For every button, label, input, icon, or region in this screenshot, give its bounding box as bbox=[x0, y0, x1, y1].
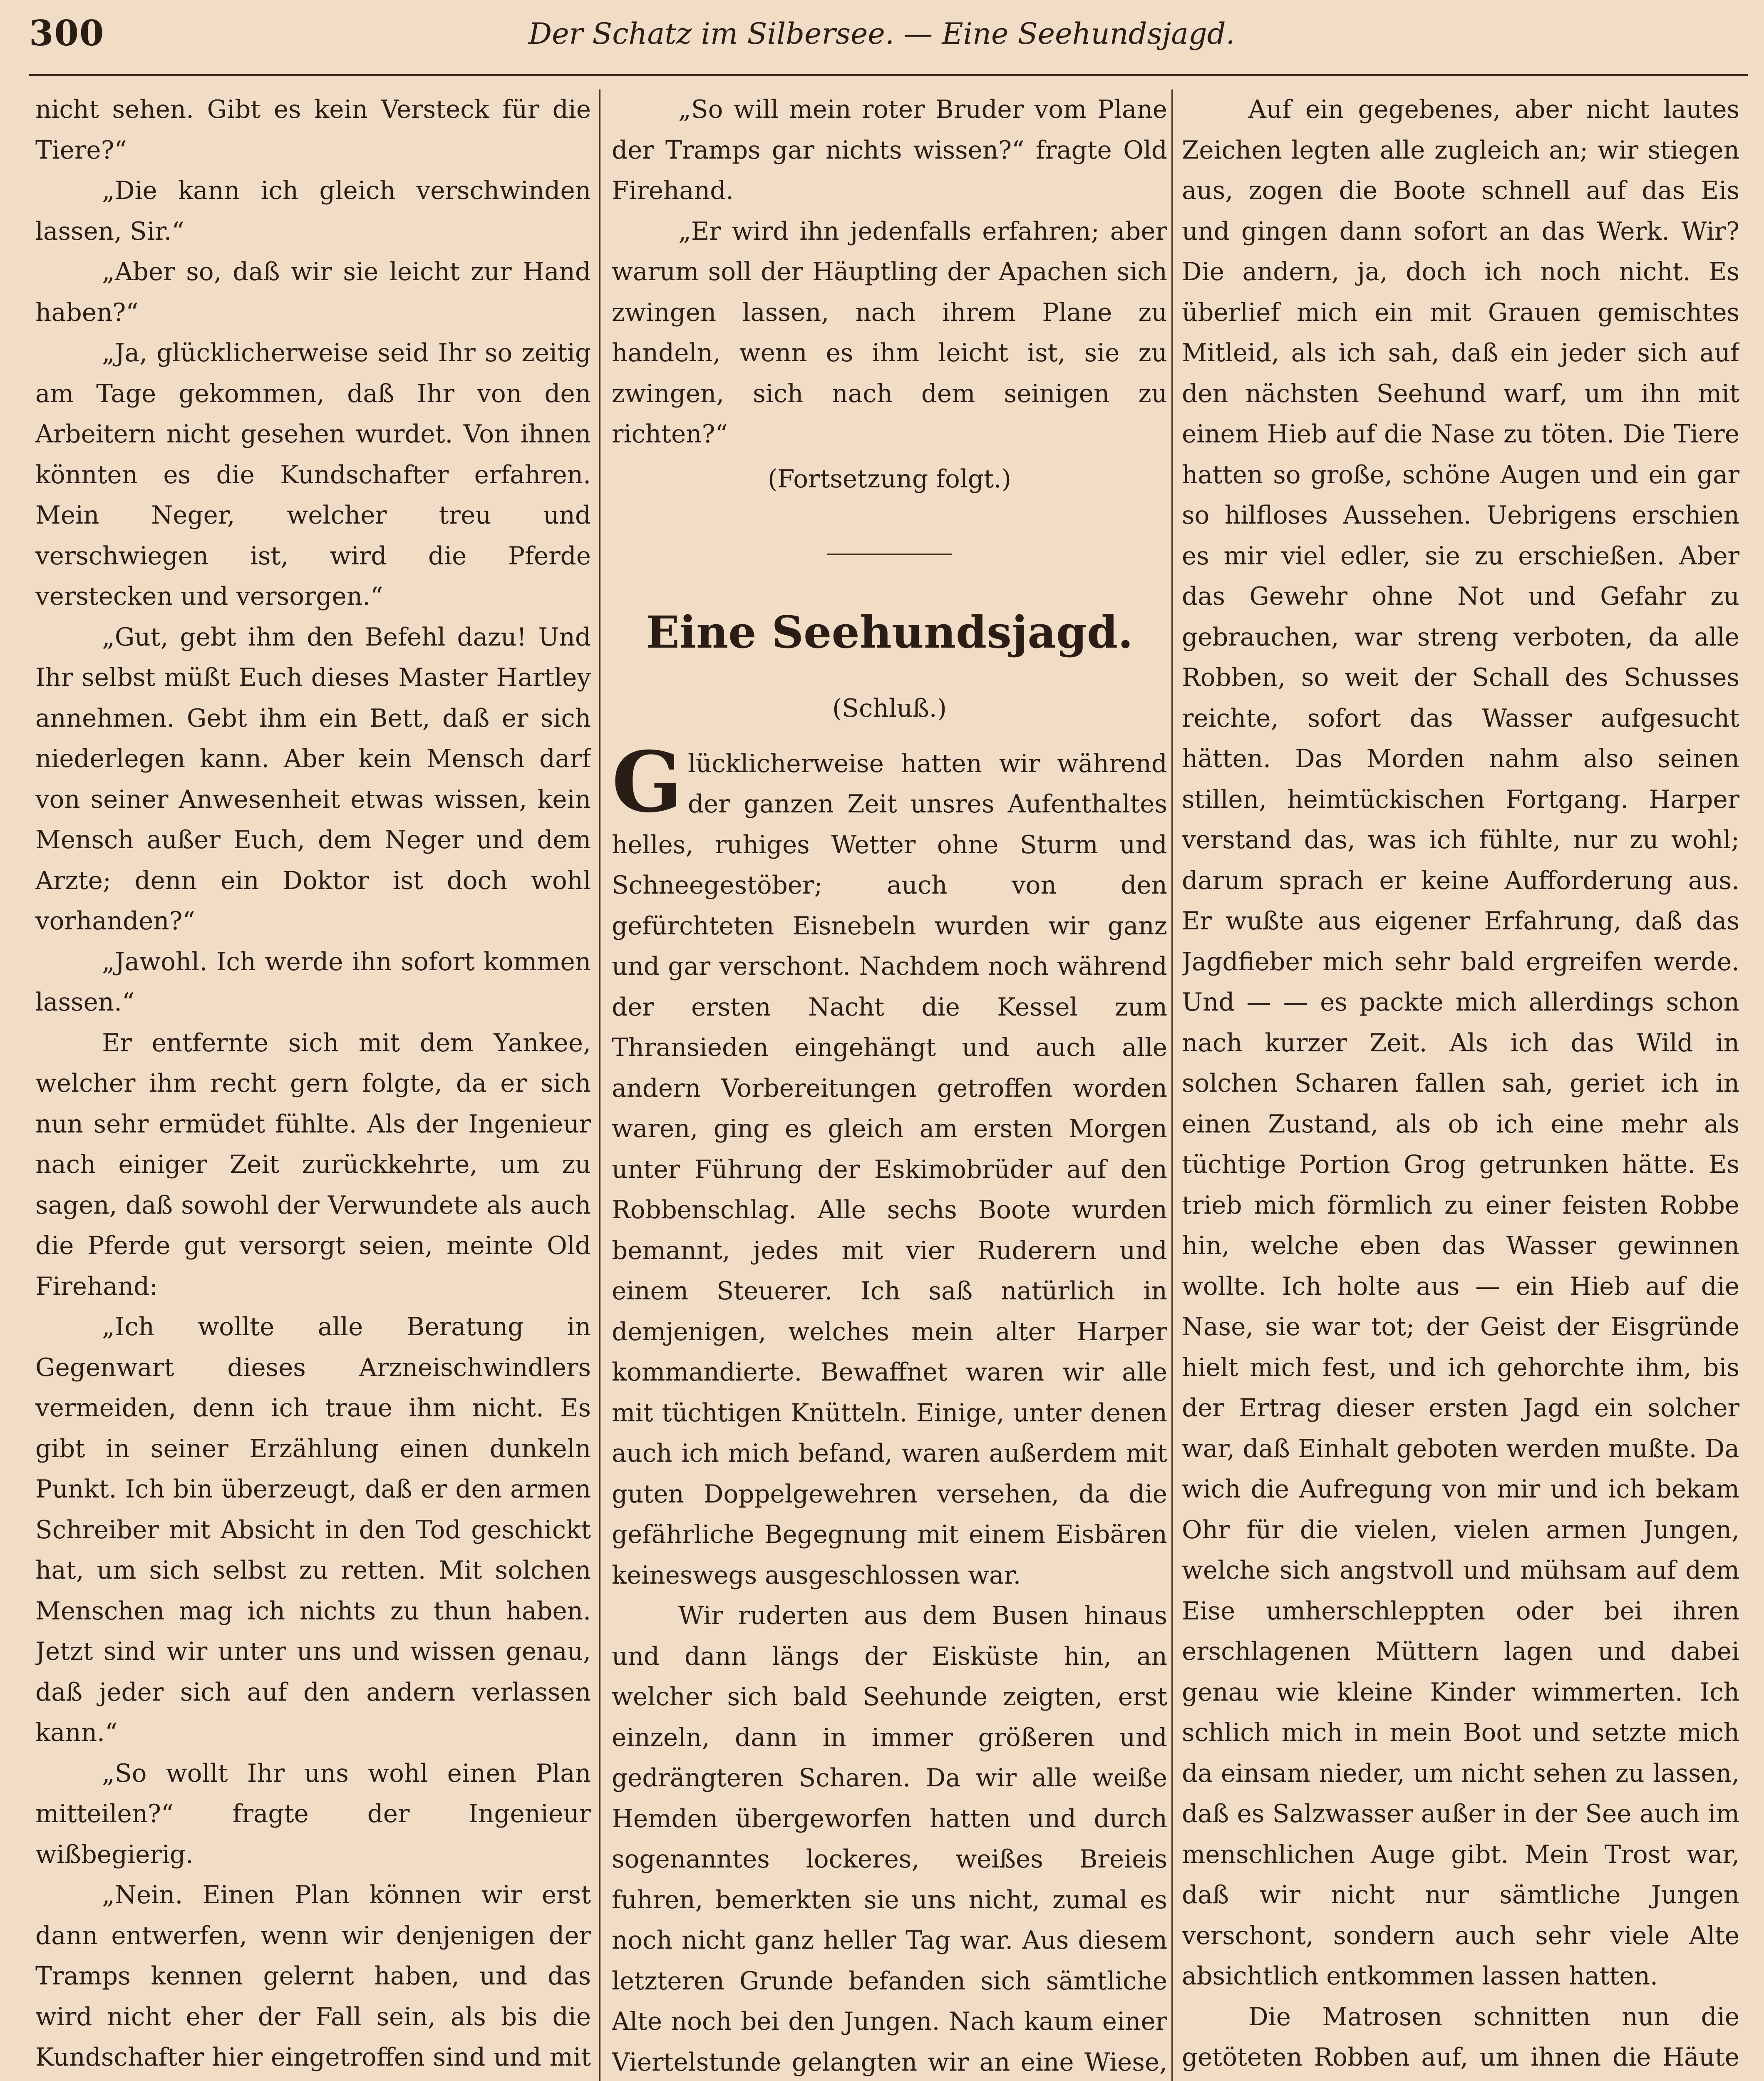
column-divider bbox=[599, 89, 600, 2081]
paragraph: „Aber so, daß wir sie leicht zur Hand haben?“ bbox=[35, 258, 591, 327]
paragraph: „So will mein roter Bruder vom Plane der Tramps gar nichts wissen?“ fragte Old Firehand. bbox=[612, 95, 1167, 205]
page-header bbox=[29, 8, 1748, 62]
running-title: Der Schatz im Silbersee. — Eine Seehundsjagd. bbox=[528, 17, 1235, 51]
column-2 bbox=[612, 89, 1167, 2081]
page-number: 300 bbox=[29, 12, 105, 54]
column-1 bbox=[35, 89, 591, 2081]
paragraph: „Die kann ich gleich verschwinden lassen, Sir.“ bbox=[35, 176, 591, 246]
article-title: Eine Seehundsjagd. bbox=[645, 606, 1134, 658]
paragraph: Er entfernte sich mit dem Yankee, welcher ihm recht gern folgte, da er sich nun sehr ermüdet fühlte. Als der Ingenieur nach einiger Zeit zurückkehrte, um zu sagen, daß sowohl der Verwundete als auch die Pferde gut versorgt seien, meinte Old Firehand: bbox=[35, 1028, 591, 1301]
column-divider bbox=[1171, 89, 1173, 2081]
drop-cap: G bbox=[612, 733, 683, 831]
paragraph: „Nein. Einen Plan können wir erst dann entwerfen, wenn wir denjenigen der Tramps kennen gelernt haben, und das wird nicht eher der Fall sein, als bis die Kundschafter hier eingetroffen sind und mit bbox=[35, 1881, 591, 2072]
paragraph: Auf ein gegebenes, aber nicht lautes Zeichen legten alle zugleich an; wir stiegen aus, zogen die Boote schnell auf das Eis und gingen dann sofort an das Werk. Wir? Die andern, ja, doch ich noch nicht. Es überlief mich ein mit Grauen gemischtes Mitleid, als ich sah, daß ein jeder sich auf den nächsten Seehund warf, um ihn mit einem Hieb auf die Nase zu töten. Die Tiere hatten so große, schöne Augen und ein gar so hilfloses Aussehen. Uebrigens erschien es mir viel edler, sie zu erschießen. Aber das Gewehr ohne Not und Gefahr zu gebrauchen, war streng verboten, da alle Robben, so weit der Schall des Schusses reichte, sofort das Wasser aufgesucht hätten. Das Morden nahm also seinen stillen, heimtückischen Fortgang. Harper verstand das, was ich fühlte, nur zu wohl; darum sprach er keine Aufforderung aus. Er wußte aus eigener Erfahrung, daß das Jagdfieber mich sehr bald ergreifen werde. Und — — es packte mich allerdings schon nach kurzer Zeit. Als ich das Wild in solchen Scharen fallen sah, geriet ich in einen Zustand, als ob ich eine mehr als tüchtige Portion Grog getrunken hätte. Es trieb mich förmlich zu einer feisten Robbe hin, welche eben das Wasser gewinnen wollte. Ich holte aus — ein Hieb auf die Nase, sie war tot; der Geist der Eisgründe hielt mich fest, und ich gehorchte ihm, bis der Ertrag dieser ersten Jagd ein solcher war, daß Einhalt geboten werden mußte. Da wich die Aufregung von mir und ich bekam Ohr für die vielen, vielen armen Jungen, welche sich angstvoll und mühsam auf dem Eise umherschleppten oder bei ihren erschlagenen Müttern lagen und dabei genau wie kleine Kinder wimmerten. Ich schlich mich in mein Boot und setzte mich da einsam nieder, um nicht sehen zu lassen, daß es Salzwasser außer in der See auch im menschlichen Auge gibt. Mein Trost war, daß wir nicht nur sämtliche Jungen verschont, sondern auch sehr viele Alte absichtlich entkommen lassen hatten. bbox=[1182, 95, 1739, 1991]
paragraph: „Gut, gebt ihm den Befehl dazu! Und Ihr selbst müßt Euch dieses Master Hartley annehmen. Gebt ihm ein Bett, daß er sich niederlegen kann. Aber kein Mensch darf von seiner Anwesenheit etwas wissen, kein Mensch außer Euch, dem Neger und dem Arzte; denn ein Doktor ist doch wohl vorhanden?“ bbox=[35, 623, 591, 936]
paragraph: „Jawohl. Ich werde ihn sofort kommen lassen.“ bbox=[35, 947, 591, 1017]
paragraph: „Ich wollte alle Beratung in Gegenwart dieses Arzneischwindlers vermeiden, denn ich traue ihm nicht. Es gibt in seiner Erzählung einen dunkeln Punkt. Ich bin überzeugt, daß er den armen Schreiber mit Absicht in den Tod geschickt hat, um sich selbst zu retten. Mit solchen Menschen mag ich nichts zu thun haben. Jetzt sind wir unter uns und wissen genau, daß jeder sich auf den andern verlassen kann.“ bbox=[35, 1313, 591, 1747]
paragraph-text: lücklicherweise hatten wir während der ganzen Zeit unsres Aufenthaltes helles, ruhiges Wetter ohne Sturm und Schneegestöber; auch von den gefürchteten Eisnebeln wurden wir ganz und gar verschont. Nachdem noch während der ersten Nacht die Kessel zum Thransieden eingehängt und auch alle andern Vorbereitungen getroffen worden waren, ging es gleich am ersten Morgen unter Führung der Eskimobrüder auf den Robbenschlag. Alle sechs Boote wurden bemannt, jedes mit vier Ruderern und einem Steuerer. Ich saß natürlich in demjenigen, welches mein alter Harper kommandierte. Bewaffnet waren wir alle mit tüchtigen Knütteln. Einige, unter denen auch ich mich befand, waren außerdem mit guten Doppelgewehren versehen, da die gefährliche Begegnung mit einem Eisbären keineswegs ausgeschlossen war. bbox=[612, 749, 1167, 1590]
paragraph: „Ja, glücklicherweise seid Ihr so zeitig am Tage gekommen, daß Ihr von den Arbeitern nicht gesehen wurdet. Von ihnen könnten es die Kundschafter erfahren. Mein Neger, welcher treu und verschwiegen ist, wird die Pferde verstecken und versorgen.“ bbox=[35, 339, 591, 611]
section-divider bbox=[827, 554, 952, 555]
header-rule bbox=[29, 74, 1748, 76]
continuation-note: (Fortsetzung folgt.) bbox=[767, 464, 1012, 494]
paragraph: Wir ruderten aus dem Busen hinaus und dann längs der Eisküste hin, an welcher sich bald Seehunde zeigten, erst einzeln, dann in immer größeren und gedrängteren Scharen. Da wir alle weiße Hemden übergeworfen hatten und durch sogenanntes lockeres, weißes Breieis fuhren, bemerkten sie uns nicht, zumal es noch nicht ganz heller Tag war. Aus diesem letzteren Grunde befanden sich sämtliche Alte noch bei den Jungen. Nach kaum einer Viertelstunde gelangten wir an eine Wiese, bbox=[612, 1602, 1167, 2077]
paragraph: „So wollt Ihr uns wohl einen Plan mitteilen?“ fragte der Ingenieur wißbegierig. bbox=[35, 1759, 591, 1869]
column-3 bbox=[1182, 89, 1739, 2081]
paragraph: Die Matrosen schnitten nun die getöteten Robben auf, um ihnen die Häute bbox=[1182, 2002, 1739, 2072]
paragraph: nicht sehen. Gibt es kein Versteck für die Tiere?“ bbox=[35, 95, 591, 165]
paragraph: „Er wird ihn jedenfalls erfahren; aber warum soll der Häuptling der Apachen sich zwingen lassen, nach ihrem Plane zu handeln, wenn es ihm leicht ist, sie zu zwingen, sich nach dem seinigen zu richten?“ bbox=[612, 217, 1167, 449]
article-subtitle: (Schluß.) bbox=[832, 694, 947, 723]
paragraph bbox=[612, 733, 1167, 1596]
